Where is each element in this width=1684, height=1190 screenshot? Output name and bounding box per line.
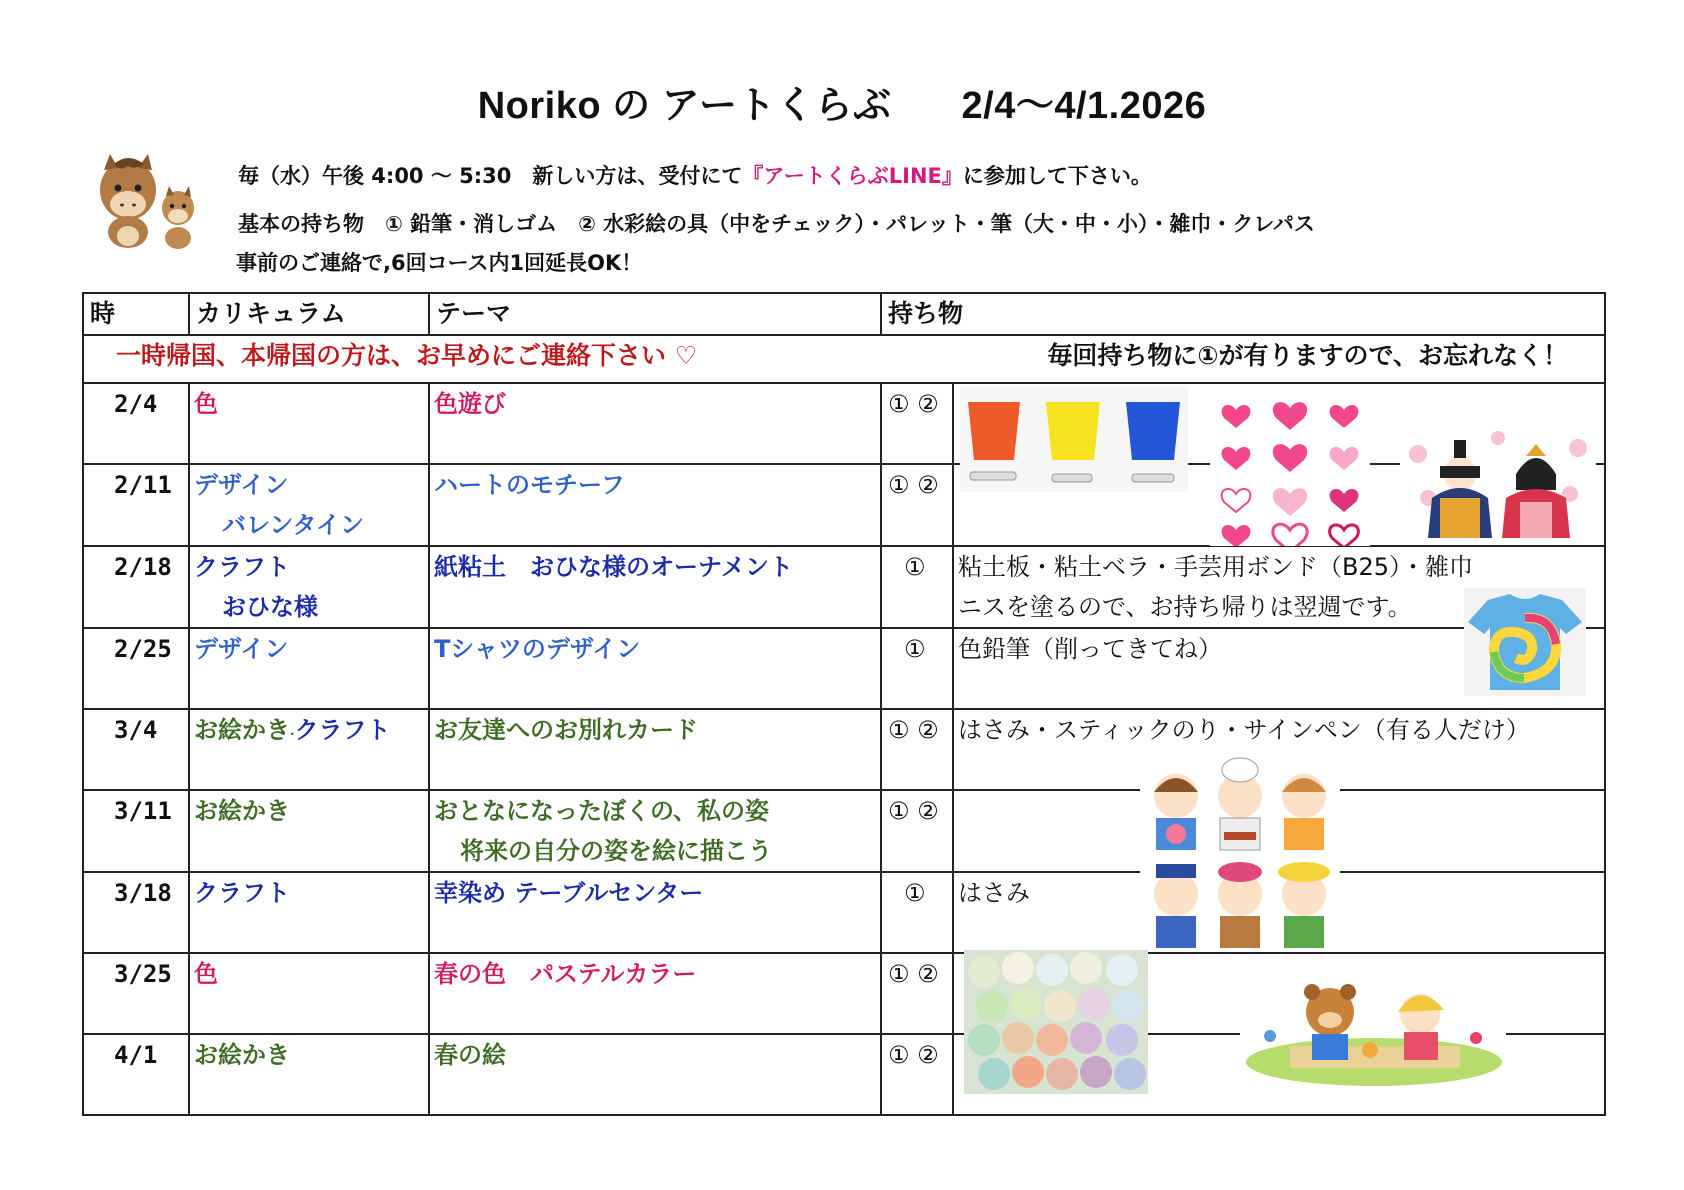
row-items-number: ① ② <box>881 464 953 546</box>
row-curriculum: 色 <box>189 383 429 464</box>
row-theme: 幸染め テーブルセンター <box>429 872 881 953</box>
items-line2: ニスを塗るので、お持ち帰りは翌週です。 <box>958 593 1412 621</box>
notice-right: 毎回持ち物に①が有りますので、お忘れなく！ <box>1047 341 1569 370</box>
row-theme: 春の色 パステルカラー <box>429 953 881 1034</box>
horse-icon <box>86 150 206 250</box>
curriculum-line1: クラフト <box>194 553 290 581</box>
row-items-number: ① ② <box>881 709 953 790</box>
hina-dolls-image <box>1400 426 1596 544</box>
curriculum-line1: デザイン <box>194 471 289 499</box>
row-date: 2/25 <box>83 628 189 709</box>
header-curriculum: カリキュラム <box>189 293 429 335</box>
row-items-number: ① ② <box>881 1034 953 1115</box>
line-group-link[interactable]: 『アートくらぶLINE』 <box>742 164 963 188</box>
title-dates: 2/4～4/1.2026 <box>961 85 1207 127</box>
hearts-image <box>1210 390 1370 546</box>
row-theme: 色遊び <box>429 383 881 464</box>
row-items: はさみ <box>953 872 1605 953</box>
page-title <box>0 74 1684 129</box>
table-row <box>83 383 1605 464</box>
row-theme: 紙粘土 おひな様のオーナメント <box>429 546 881 628</box>
row-curriculum: 色 <box>189 953 429 1034</box>
row-curriculum: クラフト <box>189 872 429 953</box>
tshirt-image <box>1464 588 1586 696</box>
header-theme: テーマ <box>429 293 881 335</box>
row-items: 色鉛筆（削ってきてね） <box>953 628 1605 709</box>
row-items-number: ① ② <box>881 953 953 1034</box>
notice-row <box>83 335 1605 383</box>
notice-left: 一時帰国、本帰国の方は、お早めにご連絡下さい ♡ <box>116 341 698 370</box>
row-date: 2/11 <box>83 464 189 546</box>
header-items: 持ち物 <box>881 293 1605 335</box>
row-date: 3/18 <box>83 872 189 953</box>
row-theme: お友達へのお別れカード <box>429 709 881 790</box>
curriculum-separator: · <box>290 727 295 741</box>
row-curriculum: お絵かき <box>189 1034 429 1115</box>
row-curriculum: お絵かき <box>189 790 429 872</box>
schedule-text: 毎（水）午後 4:00 ～ 5:30 新しい方は、受付にて <box>238 164 743 188</box>
row-items-number: ① ② <box>881 383 953 464</box>
title-name: Noriko の アートくらぶ <box>477 85 892 127</box>
row-curriculum <box>189 546 429 628</box>
children-careers-image <box>1140 756 1340 952</box>
row-items-number: ① ② <box>881 790 953 872</box>
line-suffix: に参加して下さい。 <box>962 164 1152 188</box>
row-items-number: ① <box>881 872 953 953</box>
theme-line1: おとなになったぼくの、私の姿 <box>434 797 770 825</box>
table-row <box>83 546 1605 628</box>
supplies-line: 基本の持ち物 ① 鉛筆・消しゴム ② 水彩絵の具（中をチェック）・パレット・筆（大・中・小）・雑巾・クレパス <box>238 212 1315 236</box>
curriculum-line2: バレンタイン <box>222 511 364 539</box>
paint-cups-image <box>960 386 1188 492</box>
row-theme: 春の絵 <box>429 1034 881 1115</box>
theme-line2: 将来の自分の姿を絵に描こう <box>460 837 772 865</box>
row-theme: ハートのモチーフ <box>429 464 881 546</box>
row-theme <box>429 790 881 872</box>
table-row <box>83 464 1605 546</box>
curriculum-part2: クラフト <box>294 716 391 744</box>
row-date: 3/11 <box>83 790 189 872</box>
row-date: 3/25 <box>83 953 189 1034</box>
picnic-animals-image <box>1240 976 1506 1088</box>
table-row <box>83 709 1605 790</box>
row-date: 3/4 <box>83 709 189 790</box>
row-items-number: ① <box>881 546 953 628</box>
row-curriculum: デザイン <box>189 628 429 709</box>
row-date: 4/1 <box>83 1034 189 1115</box>
table-header <box>83 293 1605 335</box>
row-items-number: ① <box>881 628 953 709</box>
extension-line: 事前のご連絡で,6回コース内1回延長OK！ <box>236 251 643 275</box>
header-time: 時 <box>83 293 189 335</box>
schedule-line <box>238 160 1152 190</box>
row-date: 2/18 <box>83 546 189 628</box>
table-row <box>83 790 1605 872</box>
row-curriculum <box>189 464 429 546</box>
row-theme: Tシャツのデザイン <box>429 628 881 709</box>
items-line1: 粘土板・粘土ベラ・手芸用ボンド（B25）・雑巾 <box>958 553 1474 581</box>
row-date: 2/4 <box>83 383 189 464</box>
table-row <box>83 628 1605 709</box>
row-curriculum <box>189 709 429 790</box>
row-items: はさみ・スティックのり・サインペン（有る人だけ） <box>953 709 1605 790</box>
table-row <box>83 872 1605 953</box>
curriculum-part1: お絵かき <box>194 716 290 744</box>
pastel-chalk-image <box>964 950 1148 1094</box>
curriculum-line2: おひな様 <box>222 593 318 621</box>
